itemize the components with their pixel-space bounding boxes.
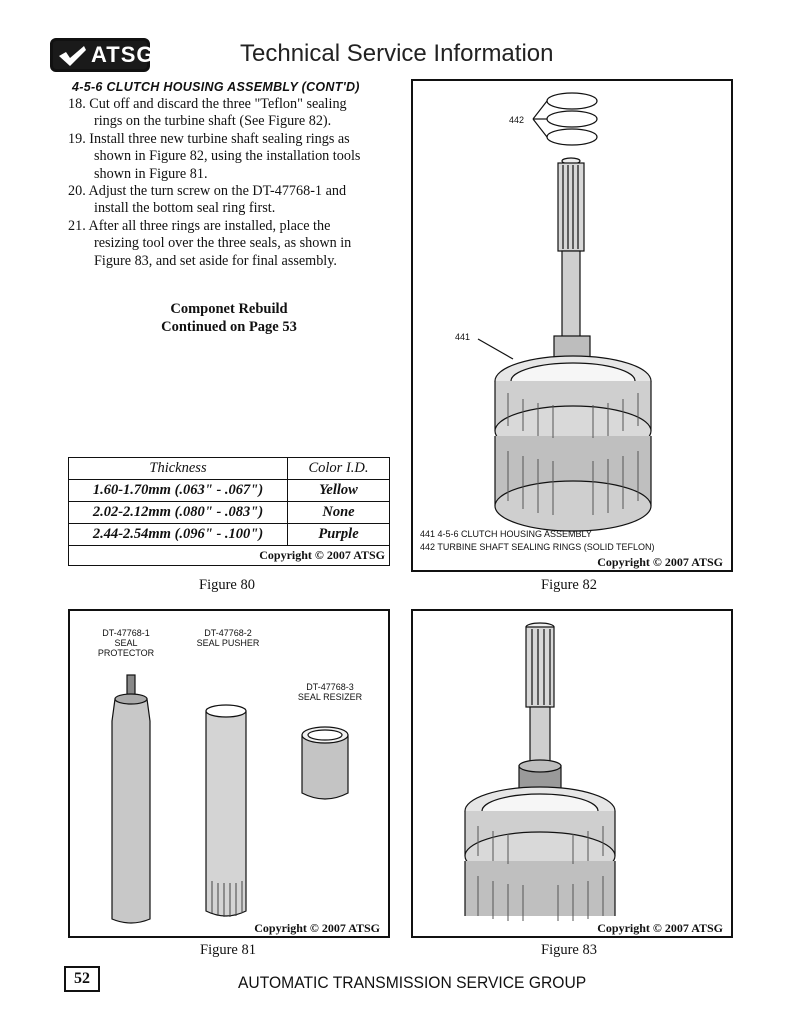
tool1-part-number: DT-47768-1: [102, 628, 150, 638]
legend-442: 442 TURBINE SHAFT SEALING RINGS (SOLID TEFLON): [420, 542, 655, 552]
table-row: [69, 524, 390, 546]
installation-tools-illustration: [70, 611, 388, 936]
step-18: 18. Cut off and discard the three "Teflon" sealing rings on the turbine shaft (See Figure 82).: [68, 96, 347, 130]
steps-list: [68, 96, 368, 270]
header-color-id: Color I.D.: [288, 458, 390, 480]
tool1-name: SEAL PROTECTOR: [97, 638, 155, 658]
step-21: 21. After all three rings are installed, place the resizing tool over the three seals, as shown in Figure 83, and set aside for final assembly.: [68, 217, 352, 269]
continued-page: Continued on Page 53: [161, 319, 297, 335]
checkmark-icon: [57, 44, 87, 68]
figure82-panel: [411, 79, 733, 572]
resizer-on-shaft-illustration: [413, 611, 731, 936]
color-cell: None: [288, 502, 390, 524]
page-title: Technical Service Information: [240, 40, 554, 67]
color-cell: Purple: [288, 524, 390, 546]
figure81-caption: Figure 81: [200, 942, 256, 958]
clutch-housing-illustration: [413, 81, 731, 570]
legend-441: 441 4-5-6 CLUTCH HOUSING ASSEMBLY: [420, 529, 592, 539]
callout-441: 441: [455, 332, 471, 342]
tool2-name: SEAL PUSHER: [196, 638, 260, 648]
figure82-caption: Figure 82: [541, 577, 597, 593]
table-row: [69, 480, 390, 502]
componet-rebuild: Componet Rebuild: [170, 301, 288, 317]
figure80-copyright: Copyright © 2007 ATSG: [69, 546, 390, 566]
figure83-caption: Figure 83: [541, 942, 597, 958]
step-20: 20. Adjust the turn screw on the DT-47768-1 and install the bottom seal ring first.: [68, 183, 347, 217]
thickness-cell: 1.60-1.70mm (.063" - .067"): [69, 480, 288, 502]
section-heading: 4-5-6 CLUTCH HOUSING ASSEMBLY (CONT'D): [72, 80, 360, 94]
header-thickness: Thickness: [69, 458, 288, 480]
thickness-table: [68, 457, 390, 566]
thickness-cell: 2.02-2.12mm (.080" - .083"): [69, 502, 288, 524]
figure82-copyright: Copyright © 2007 ATSG: [597, 555, 723, 569]
figure81-panel: [68, 609, 390, 938]
continued-note: [68, 300, 390, 336]
figure81-copyright: Copyright © 2007 ATSG: [254, 921, 380, 935]
step-19: 19. Install three new turbine shaft sealing rings as shown in Figure 82, using the installation tools shown in Figure 81.: [68, 130, 361, 182]
callout-442: 442: [509, 115, 525, 125]
logo-text: ATSG: [91, 42, 155, 67]
figure80-caption: Figure 80: [199, 577, 255, 593]
figure83-panel: [411, 609, 733, 938]
atsg-logo: [50, 38, 155, 72]
thickness-cell: 2.44-2.54mm (.096" - .100"): [69, 524, 288, 546]
tool2-part-number: DT-47768-2: [204, 628, 252, 638]
table-row: [69, 502, 390, 524]
tool3-name: SEAL RESIZER: [297, 692, 363, 702]
color-cell: Yellow: [288, 480, 390, 502]
figure83-copyright: Copyright © 2007 ATSG: [597, 921, 723, 935]
page-number: 52: [64, 966, 100, 992]
table-copyright-row: [69, 546, 390, 566]
footer-org: AUTOMATIC TRANSMISSION SERVICE GROUP: [238, 973, 587, 992]
table-header-row: [69, 458, 390, 480]
tool3-part-number: DT-47768-3: [306, 682, 354, 692]
